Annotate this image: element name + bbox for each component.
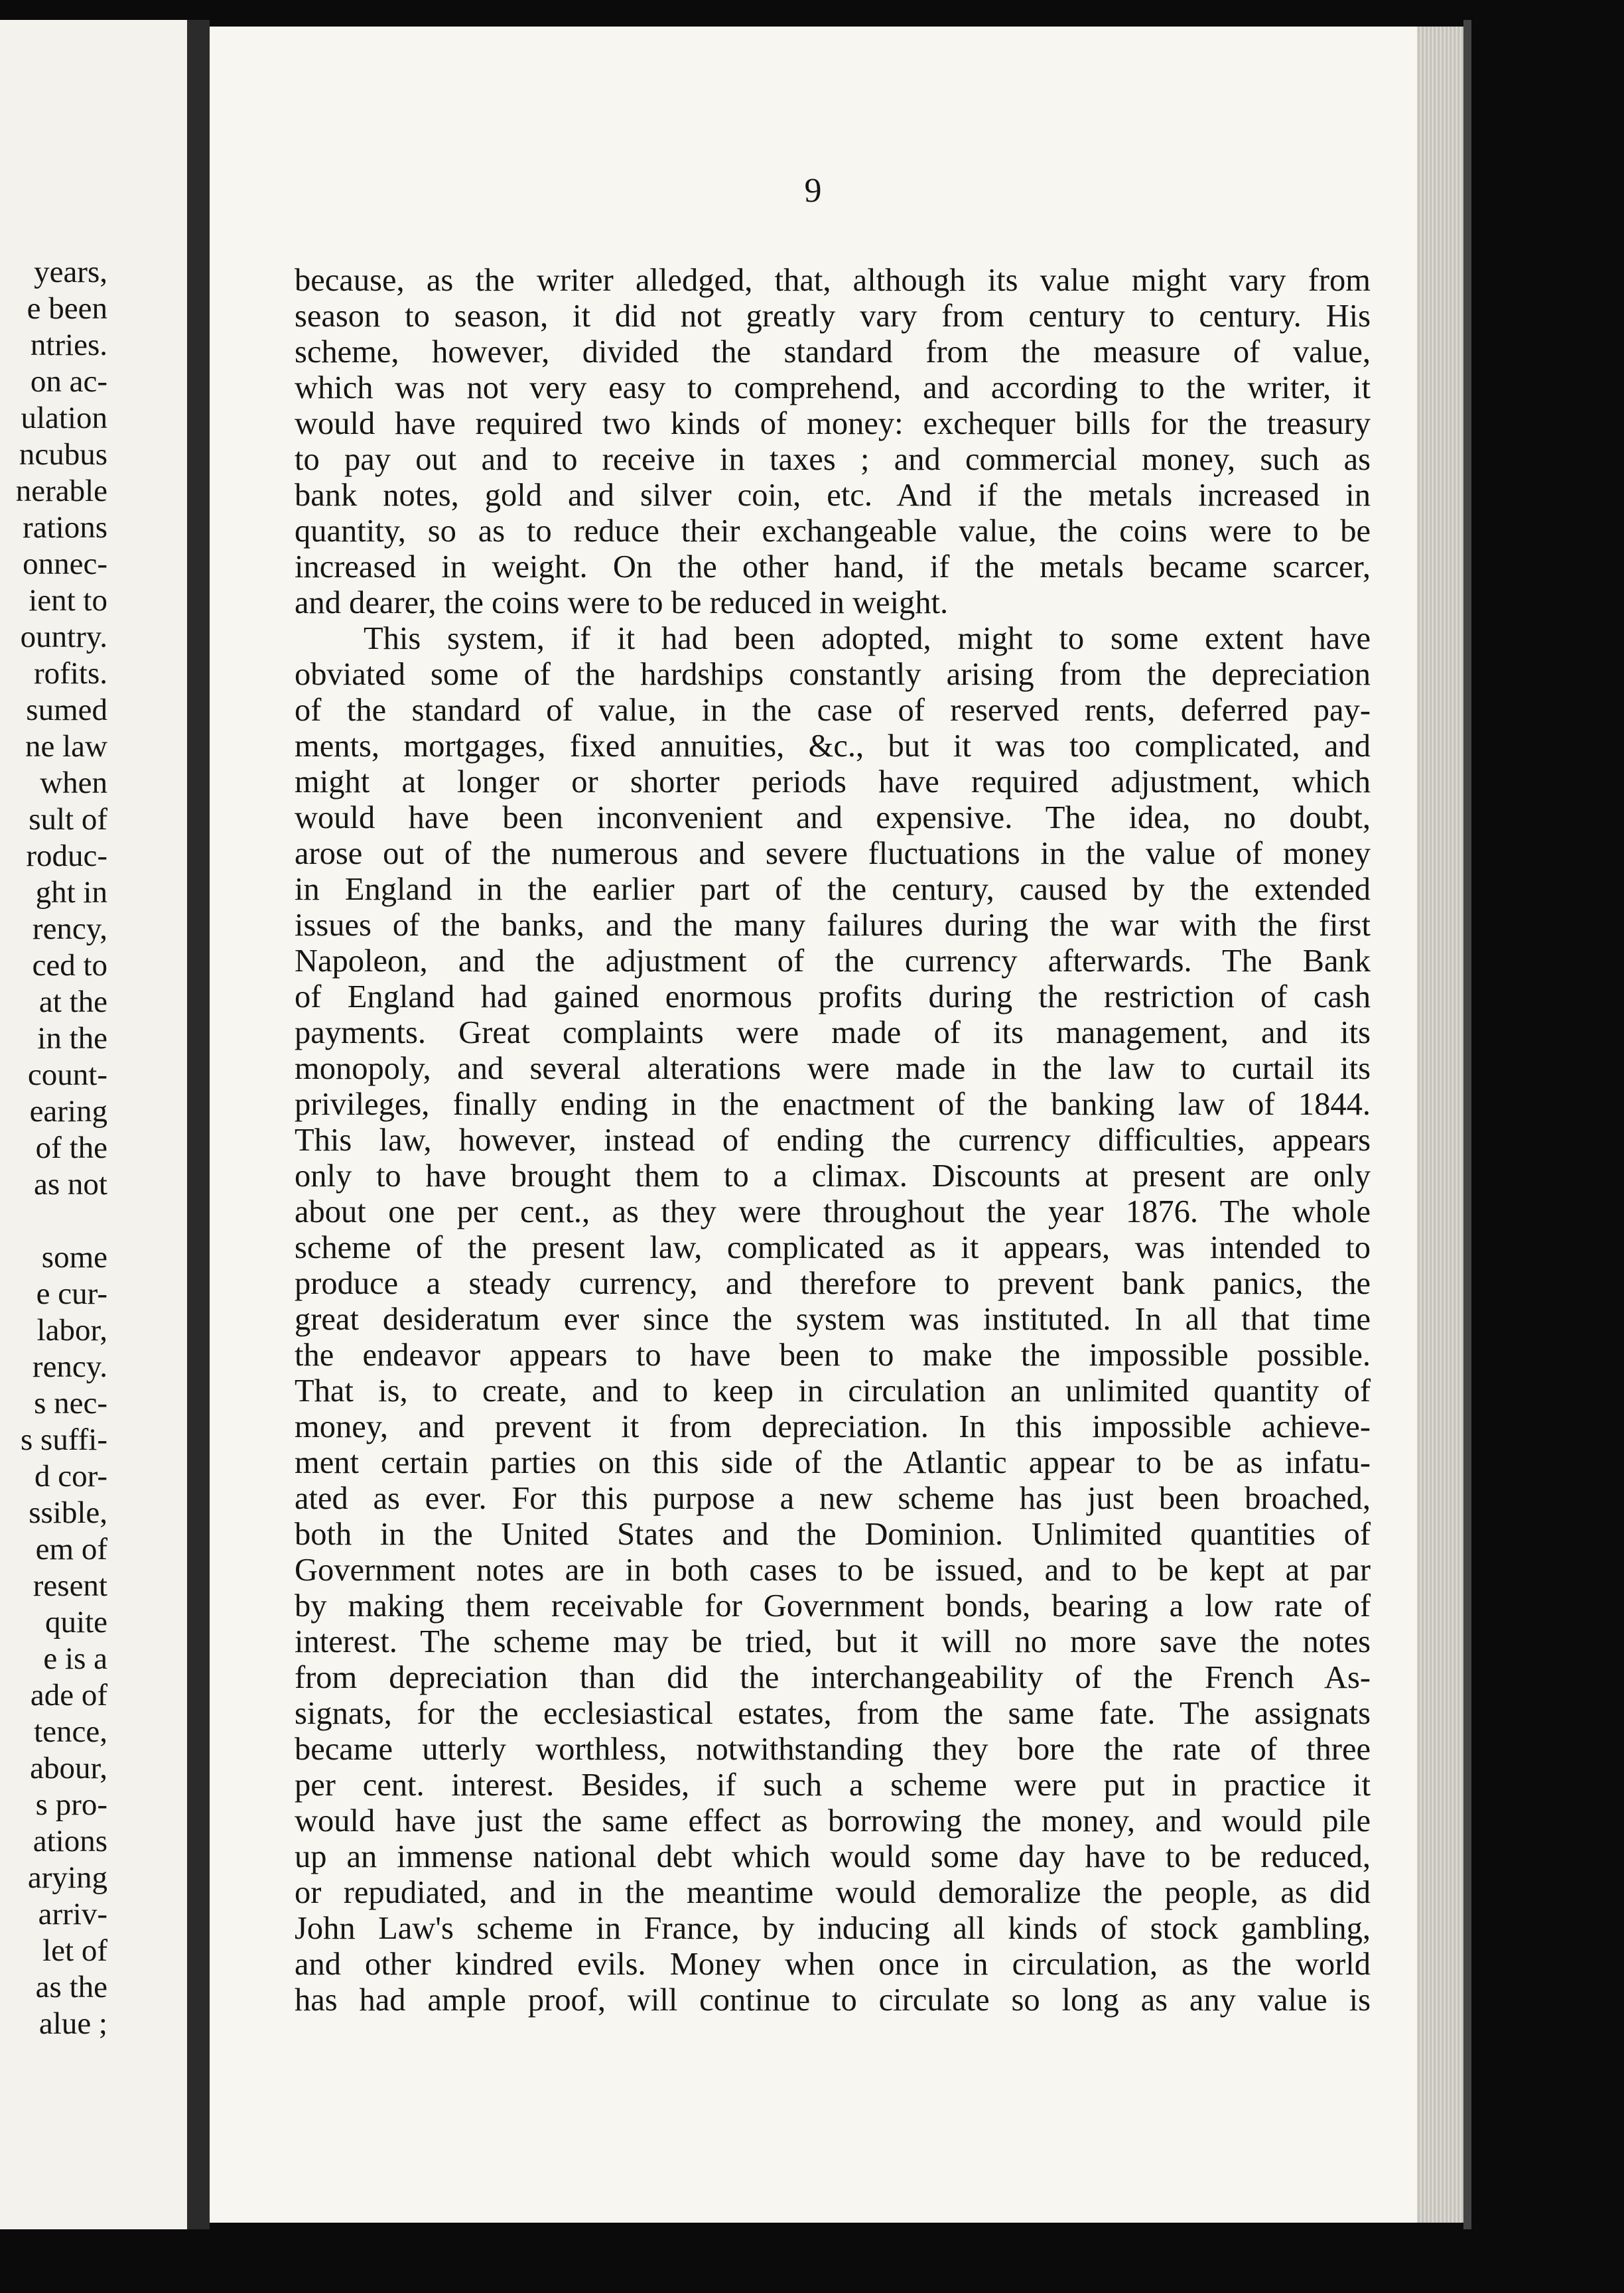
facing-page-line: em of [35,1532,107,1566]
facing-page-line: at the [38,985,107,1019]
text-line: increased in weight. On the other hand, if the metals became scarcer, [295,549,1371,585]
text-line: would have been inconvenient and expensive. The idea, no doubt, [295,800,1371,835]
facing-page-line: rency, [32,912,107,946]
text-line: has had ample proof, will continue to circulate so long as any value is [295,1982,1371,2018]
facing-page-line: s suffi- [21,1423,107,1457]
facing-page-line: alue ; [38,2006,107,2041]
text-line: produce a steady currency, and therefore to prevent bank panics, the [295,1266,1371,1301]
facing-page-line: as not [34,1167,107,1202]
text-line: quantity, so as to reduce their exchangeable value, the coins were to be [295,514,1371,549]
facing-page-line: abour, [30,1751,107,1785]
text-line: obviated some of the hardships constantly arising from the depreciation [295,657,1371,692]
text-line: and other kindred evils. Money when once in circulation, as the world [295,1947,1371,1982]
facing-page-line: arying [27,1860,107,1895]
text-line: scheme of the present law, complicated as it appears, was intended to [295,1230,1371,1265]
facing-page-line: on ac- [30,364,107,399]
text-line: which was not very easy to comprehend, and according to the writer, it [295,370,1371,405]
facing-page-line: ne law [25,729,107,764]
facing-page-line: ade of [30,1678,107,1712]
facing-page-line: count- [27,1058,107,1092]
text-line: interest. The scheme may be tried, but it will no more save the notes [295,1624,1371,1659]
facing-page-line: when [40,766,107,800]
text-line: monopoly, and several alterations were made in the law to curtail its [295,1051,1371,1086]
paragraph-first-line: This system, if it had been adopted, might to some extent have [364,621,1371,656]
page-number: 9 [804,172,823,210]
facing-page-line: in the [37,1021,107,1056]
text-line: and dearer, the coins were to be reduced in weight. [295,585,949,620]
facing-page-line: sult of [29,802,107,837]
text-line: up an immense national debt which would some day have to be reduced, [295,1839,1371,1874]
text-line: This law, however, instead of ending the currency difficulties, appears [295,1123,1371,1158]
facing-page-line: rations [23,510,107,545]
facing-page-line: labor, [36,1313,107,1348]
text-line: in England in the earlier part of the century, caused by the extended [295,872,1371,907]
text-line: scheme, however, divided the standard from the measure of value, [295,334,1371,370]
text-line: might at longer or shorter periods have required adjustment, which [295,764,1371,799]
facing-page-line: e cur- [36,1277,107,1311]
text-line: would have required two kinds of money: exchequer bills for the treasury [295,406,1371,441]
text-line: privileges, finally ending in the enactment of the banking law of 1844. [295,1087,1371,1122]
text-line: became utterly worthless, notwithstanding they bore the rate of three [295,1732,1371,1767]
text-line: from depreciation than did the interchangeability of the French As- [295,1660,1371,1695]
book-gutter [187,20,210,2229]
facing-page-line: as the [35,1970,107,2004]
text-line: of England had gained enormous profits during the restriction of cash [295,979,1371,1014]
facing-page-line: ncubus [19,437,107,472]
facing-page-line: ght in [35,875,107,910]
facing-page-line: roduc- [26,839,107,873]
facing-page-line: of the [35,1131,107,1165]
text-line: about one per cent., as they were throughout the year 1876. The whole [295,1194,1371,1229]
facing-page-line: ssible, [29,1495,107,1530]
facing-page-line: resent [33,1568,107,1603]
text-line: by making them receivable for Government bonds, bearing a low rate of [295,1588,1371,1624]
facing-page-line: ient to [29,583,107,618]
text-line: both in the United States and the Dominion. Unlimited quantities of [295,1517,1371,1552]
facing-page-line: arriv- [38,1897,107,1931]
facing-page-line: rofits. [34,656,107,691]
text-line: Napoleon, and the adjustment of the currency afterwards. The Bank [295,943,1371,979]
text-line: because, as the writer alledged, that, although its value might vary from [295,263,1371,298]
text-line: per cent. interest. Besides, if such a scheme were put in practice it [295,1768,1371,1803]
text-line: only to have brought them to a climax. Discounts at present are only [295,1158,1371,1194]
facing-page-line: some [41,1240,107,1275]
facing-page-line: s nec- [34,1386,107,1421]
facing-page-line: onnec- [23,547,107,581]
text-line: to pay out and to receive in taxes ; and commercial money, such as [295,442,1371,477]
facing-page-line: let of [42,1933,107,1968]
facing-page-left [0,20,187,2229]
page-edge-shadow [1463,20,1471,2229]
facing-page-line: years, [34,255,107,289]
page-edges [1417,27,1463,2223]
text-line: or repudiated, and in the meantime would demoralize the people, as did [295,1875,1371,1910]
facing-page-line: ulation [21,401,107,435]
facing-page-line: sumed [26,693,107,727]
text-line: bank notes, gold and silver coin, etc. And if the metals increased in [295,478,1371,513]
text-line: ment certain parties on this side of the Atlantic appear to be as infatu- [295,1445,1371,1480]
facing-page-line: ntries. [30,328,107,362]
facing-page-line: nerable [15,474,107,508]
text-line: payments. Great complaints were made of its management, and its [295,1015,1371,1050]
text-line: Government notes are in both cases to be issued, and to be kept at par [295,1553,1371,1588]
facing-page-line: s pro- [35,1787,107,1822]
facing-page-line: e is a [43,1641,107,1676]
text-line: issues of the banks, and the many failures during the war with the first [295,908,1371,943]
facing-page-line: quite [45,1605,107,1639]
text-line: arose out of the numerous and severe fluctuations in the value of money [295,836,1371,871]
facing-page-line: ced to [32,948,107,983]
facing-page-line: tence, [34,1714,107,1749]
text-line: John Law's scheme in France, by inducing all kinds of stock gambling, [295,1911,1371,1946]
page-9 [210,27,1417,2223]
text-line: of the standard of value, in the case of reserved rents, deferred pay- [295,693,1371,728]
text-line: the endeavor appears to have been to make the impossible possible. [295,1338,1371,1373]
text-line: signats, for the ecclesiastical estates, from the same fate. The assignats [295,1696,1371,1731]
text-line: would have just the same effect as borrowing the money, and would pile [295,1803,1371,1839]
facing-page-line: earing [29,1094,107,1129]
facing-page-line: ations [33,1824,107,1858]
text-line: ments, mortgages, fixed annuities, &c., but it was too complicated, and [295,729,1371,764]
facing-page-line: e been [27,291,107,326]
facing-page-line: d cor- [34,1459,107,1494]
text-line: great desideratum ever since the system was instituted. In all that time [295,1302,1371,1337]
text-line: money, and prevent it from depreciation. In this impossible achieve- [295,1409,1371,1444]
text-line: season to season, it did not greatly vary from century to century. His [295,299,1371,334]
text-line: ated as ever. For this purpose a new scheme has just been broached, [295,1481,1371,1516]
facing-page-line: ountry. [20,620,107,654]
text-line: That is, to create, and to keep in circulation an unlimited quantity of [295,1373,1371,1409]
facing-page-line: rency. [32,1350,107,1384]
